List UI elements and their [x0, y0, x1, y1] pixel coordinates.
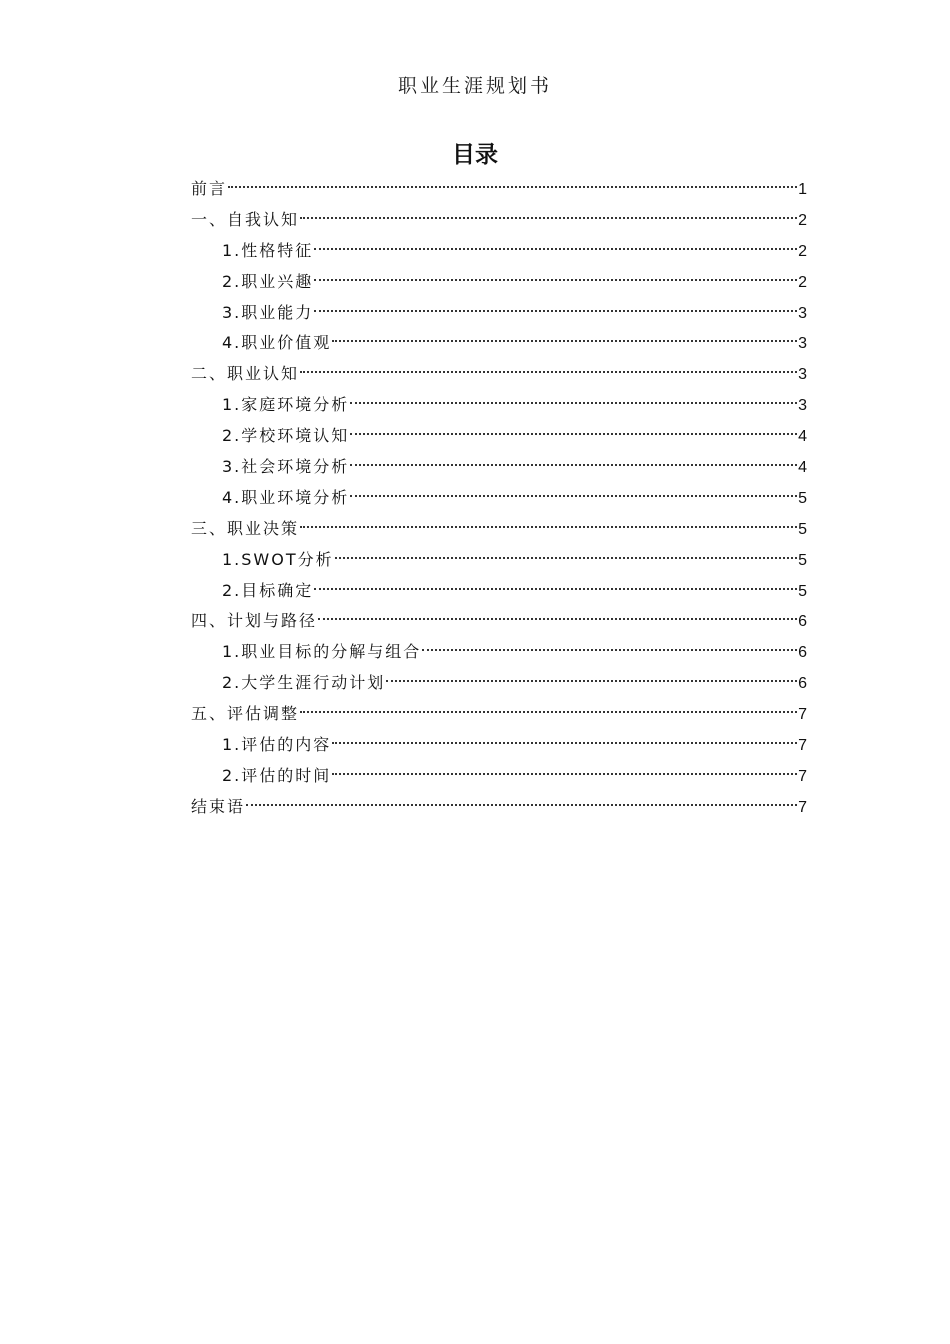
toc-entry-page-number: 6: [798, 644, 807, 662]
toc-dot-leader: [350, 475, 797, 497]
toc-entry-page-number: 4: [798, 428, 807, 446]
toc-entry-label: 2.职业兴趣: [222, 271, 314, 291]
toc-entry-page-number: 3: [798, 304, 807, 322]
toc-dot-leader: [246, 784, 797, 806]
toc-dot-leader: [386, 660, 797, 682]
toc-entry-page-number: 7: [798, 798, 807, 816]
toc-dot-leader: [350, 413, 797, 435]
toc-entry-page-number: 2: [798, 273, 807, 291]
toc-entry-label: 2.大学生涯行动计划: [222, 673, 386, 693]
toc-entry-page-number: 6: [798, 675, 807, 693]
toc-entry-label: 三、职业决策: [191, 518, 300, 538]
toc-entry-label: 4.职业价值观: [222, 333, 332, 353]
toc-entry[interactable]: [191, 790, 807, 821]
toc-entry-label: 1.评估的内容: [222, 735, 332, 755]
toc-entry-label: 一、自我认知: [191, 209, 300, 229]
toc-entry-page-number: 3: [798, 397, 807, 415]
toc-dot-leader: [335, 537, 797, 559]
toc-dot-leader: [350, 382, 797, 404]
toc-heading: 目录: [452, 142, 498, 168]
toc-entry-label: 1.职业目标的分解与组合: [222, 642, 422, 662]
toc-entry-label: 二、职业认知: [191, 364, 300, 384]
table-of-contents: [191, 172, 807, 821]
toc-entry-label: 2.评估的时间: [222, 765, 332, 785]
toc-entry-page-number: 5: [798, 582, 807, 600]
toc-dot-leader: [332, 320, 797, 342]
toc-entry-page-number: 2: [798, 242, 807, 260]
toc-entry-label: 3.社会环境分析: [222, 457, 350, 477]
toc-entry-label: 4.职业环境分析: [222, 487, 350, 507]
toc-entry-page-number: 4: [798, 459, 807, 477]
toc-dot-leader: [300, 351, 797, 373]
toc-dot-leader: [332, 753, 797, 775]
toc-entry-label: 3.职业能力: [222, 302, 314, 322]
toc-entry-page-number: 2: [798, 211, 807, 229]
toc-dot-leader: [332, 722, 797, 744]
toc-entry-label: 2.目标确定: [222, 580, 314, 600]
toc-entry-label: 1.SWOT分析: [222, 549, 334, 569]
toc-dot-leader: [314, 228, 797, 250]
toc-entry-label: 五、评估调整: [191, 704, 300, 724]
toc-entry-label: 四、计划与路径: [191, 611, 318, 631]
document-header-title: 职业生涯规划书: [397, 75, 552, 97]
toc-dot-leader: [422, 629, 797, 651]
toc-dot-leader: [300, 197, 797, 219]
toc-entry-label: 1.家庭环境分析: [222, 395, 350, 415]
toc-entry-page-number: 7: [798, 737, 807, 755]
toc-dot-leader: [314, 259, 797, 281]
toc-dot-leader: [300, 506, 797, 528]
toc-entry-page-number: 3: [798, 366, 807, 384]
toc-dot-leader: [314, 568, 797, 590]
toc-dot-leader: [318, 598, 797, 620]
toc-entry-page-number: 7: [798, 706, 807, 724]
toc-dot-leader: [228, 166, 797, 188]
toc-entry-label: 前言: [191, 179, 228, 198]
toc-dot-leader: [300, 691, 797, 713]
toc-entry-label: 2.学校环境认知: [222, 426, 350, 446]
toc-entry-label: 1.性格特征: [222, 240, 314, 260]
toc-entry-page-number: 7: [798, 767, 807, 785]
toc-dot-leader: [314, 290, 797, 312]
toc-entry-label: 结束语: [191, 796, 246, 816]
toc-entry-page-number: 5: [798, 551, 807, 569]
toc-entry-page-number: 3: [798, 335, 807, 353]
toc-entry-page-number: 5: [798, 520, 807, 538]
toc-dot-leader: [350, 444, 797, 466]
toc-entry-page-number: 6: [798, 613, 807, 631]
toc-entry-page-number: 1: [798, 181, 807, 198]
toc-entry-page-number: 5: [798, 489, 807, 507]
